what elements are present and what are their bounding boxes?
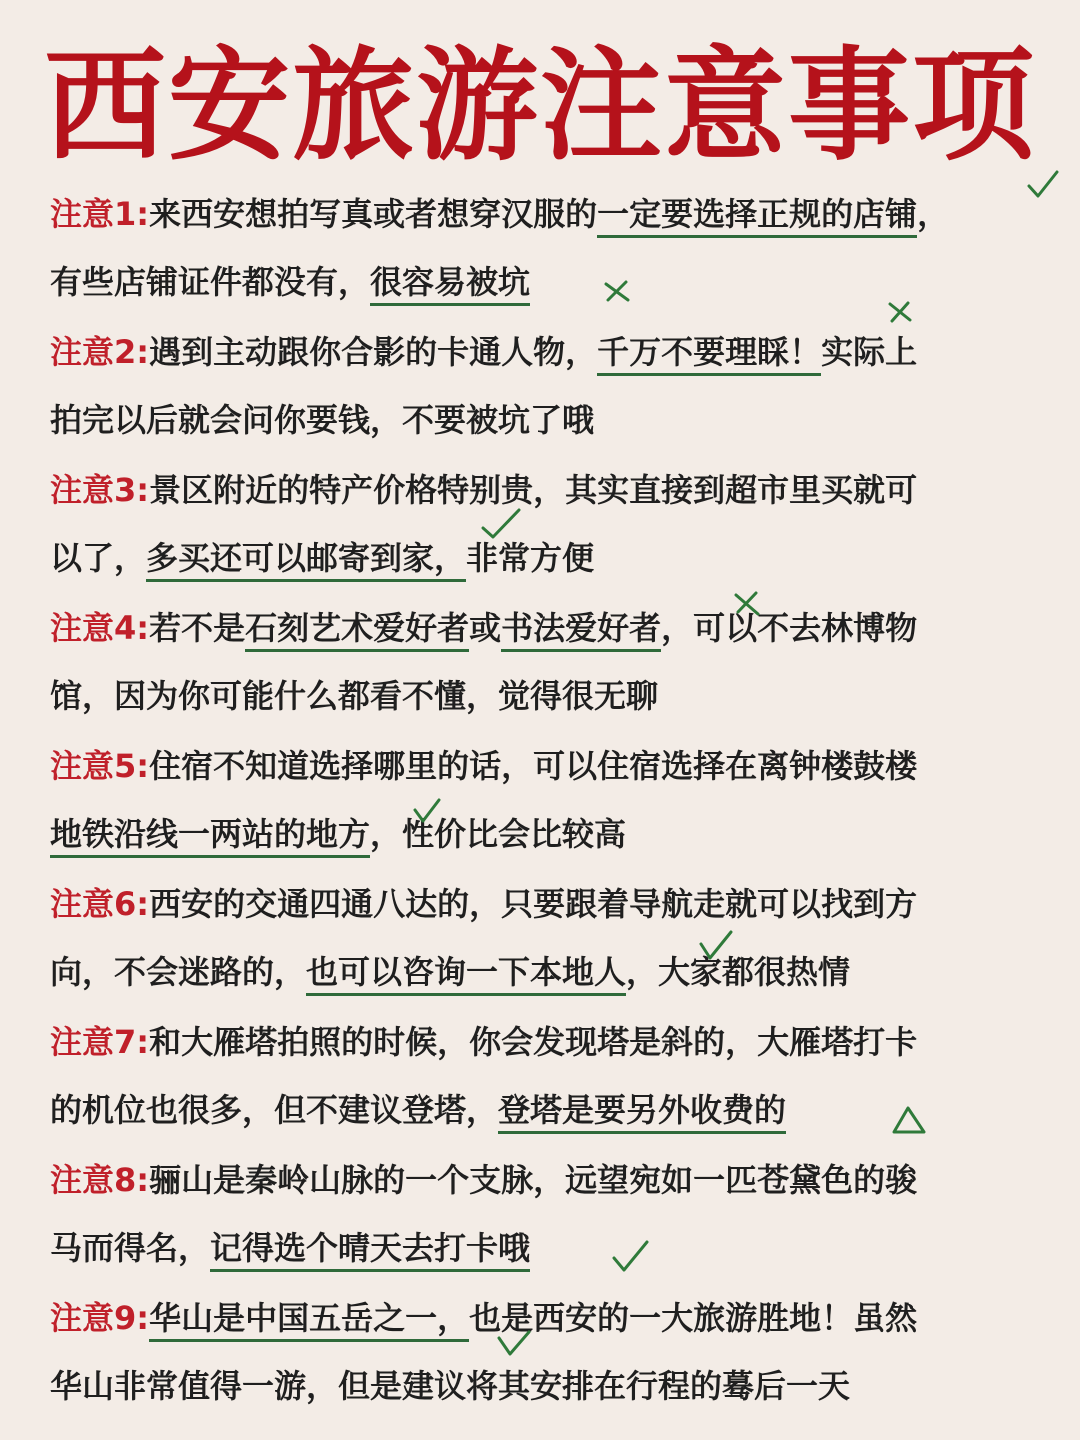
note-4-line-1: 注意4:若不是石刻艺术爱好者或书法爱好者，可以不去林博物 — [50, 598, 1040, 658]
note-3-line-1: 注意3:景区附近的特产价格特别贵，其实直接到超市里买就可 — [50, 471, 918, 509]
note-1-line-1: 注意1:来西安想拍写真或者想穿汉服的一定要选择正规的店铺， — [50, 184, 1040, 244]
cross-icon — [602, 278, 632, 304]
triangle-icon — [888, 1102, 928, 1136]
note-3-line-2: 以了，多买还可以邮寄到家，非常方便 — [50, 528, 1040, 588]
note-5-line-2: 地铁沿线一两站的地方，性价比会比较高 — [50, 804, 1040, 864]
underlined-text: 华山是中国五岳之一， — [149, 1299, 469, 1342]
note-8-line-1: 注意8:骊山是秦岭山脉的一个支脉，远望宛如一匹苍黛色的骏 — [50, 1161, 918, 1199]
underlined-text: 登塔是要另外收费的 — [498, 1091, 786, 1134]
underlined-text: 多买还可以邮寄到家， — [146, 539, 466, 582]
underlined-text: 书法爱好者 — [501, 609, 661, 652]
note-9-line-1: 注意9:华山是中国五岳之一，也是西安的一大旅游胜地！虽然 — [50, 1288, 1040, 1348]
note-label: 注意9: — [50, 1299, 150, 1337]
underlined-text: 一定要选择正规的店铺 — [597, 195, 917, 238]
cross-icon — [732, 590, 762, 618]
note-4-line-2: 馆，因为你可能什么都看不懂，觉得很无聊 — [50, 677, 659, 715]
note-label: 注意7: — [50, 1023, 150, 1061]
underlined-text: 千万不要理睬！ — [597, 333, 821, 376]
note-2-line-1: 注意2:遇到主动跟你合影的卡通人物，千万不要理睬！实际上 — [50, 322, 1040, 382]
note-7-line-1: 注意7:和大雁塔拍照的时候，你会发现塔是斜的，大雁塔打卡 — [50, 1023, 918, 1061]
note-label: 注意6: — [50, 885, 150, 923]
underlined-text: 也可以咨询一下本地人 — [306, 953, 626, 996]
note-label: 注意1: — [50, 195, 150, 233]
note-5-line-1: 注意5:住宿不知道选择哪里的话，可以住宿选择在离钟楼鼓楼 — [50, 747, 918, 785]
note-7-line-2: 的机位也很多，但不建议登塔，登塔是要另外收费的 — [50, 1080, 1040, 1140]
note-label: 注意5: — [50, 747, 150, 785]
check-icon — [496, 1328, 532, 1360]
note-9-line-2: 华山非常值得一游，但是建议将其安排在行程的蓦后一天 — [50, 1367, 851, 1405]
check-icon — [698, 928, 734, 962]
check-icon — [480, 506, 522, 540]
page-title: 西安旅游注意事项 — [44, 33, 1036, 177]
note-label: 注意4: — [50, 609, 150, 647]
note-label: 注意8: — [50, 1161, 150, 1199]
note-2-line-2: 拍完以后就会问你要钱，不要被坑了哦 — [50, 401, 595, 439]
note-6-line-1: 注意6:西安的交通四通八达的，只要跟着导航走就可以找到方 — [50, 885, 918, 923]
note-label: 注意2: — [50, 333, 150, 371]
note-6-line-2: 向，不会迷路的，也可以咨询一下本地人，大家都很热情 — [50, 942, 1040, 1002]
cross-icon — [886, 300, 914, 324]
underlined-text: 很容易被坑 — [370, 263, 530, 306]
underlined-text: 地铁沿线一两站的地方 — [50, 815, 370, 858]
underlined-text: 记得选个晴天去打卡哦 — [210, 1229, 530, 1272]
check-icon — [412, 796, 442, 826]
check-icon — [1026, 168, 1060, 202]
check-icon — [610, 1236, 650, 1276]
underlined-text: 石刻艺术爱好者 — [245, 609, 469, 652]
note-1-line-2: 有些店铺证件都没有，很容易被坑 — [50, 252, 1040, 312]
note-label: 注意3: — [50, 471, 150, 509]
note-8-line-2: 马而得名，记得选个晴天去打卡哦 — [50, 1218, 1040, 1278]
